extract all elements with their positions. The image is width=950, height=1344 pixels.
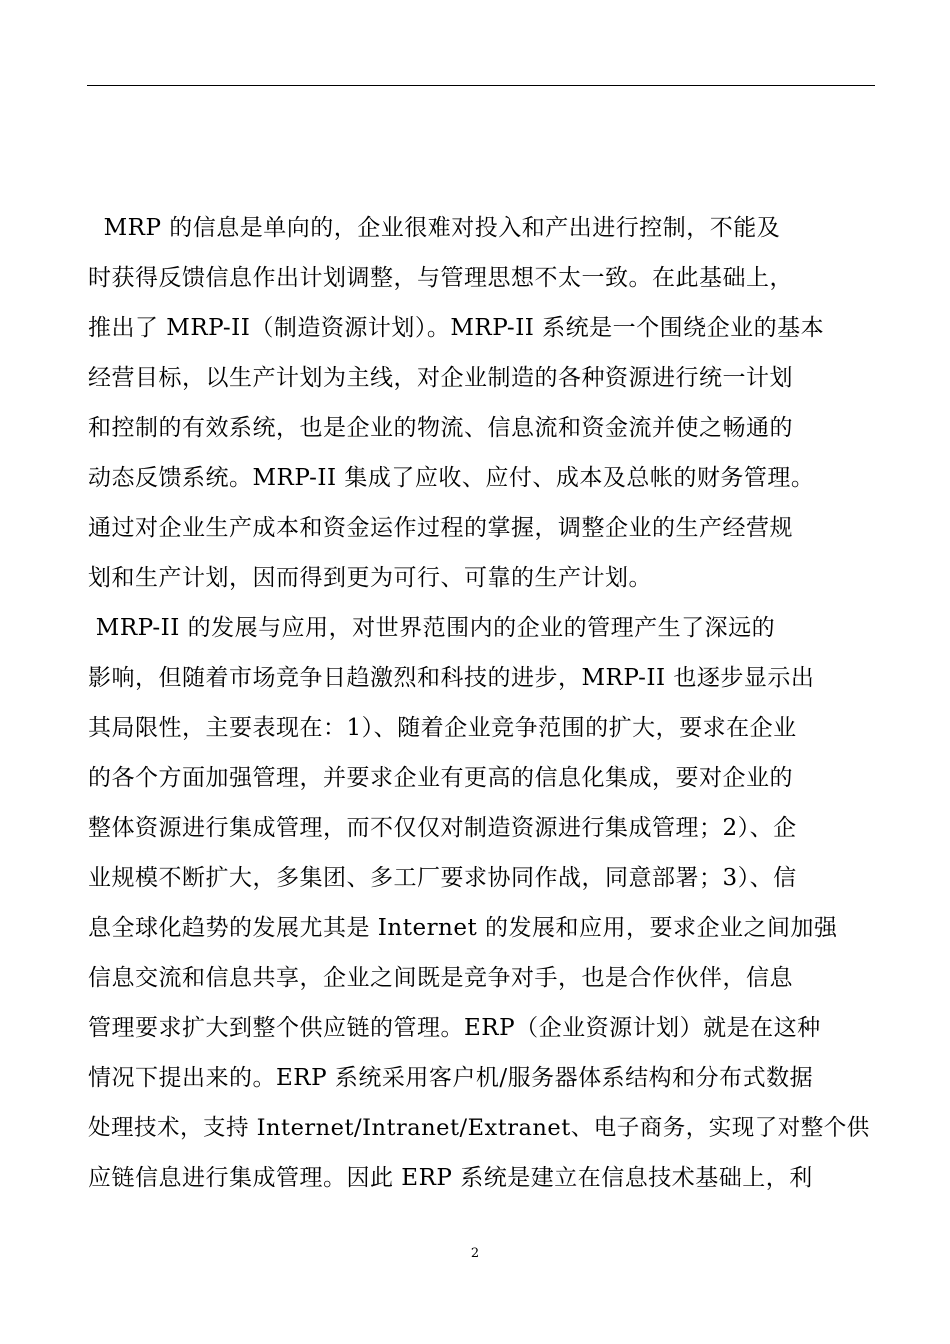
text-line: 推出了 MRP-II（制造资源计划）。MRP-II 系统是一个围绕企业的基本 <box>88 315 825 341</box>
text-line: 和控制的有效系统，也是企业的物流、信息流和资金流并使之畅通的 <box>88 415 793 441</box>
header-rule <box>87 85 875 86</box>
text-line: 经营目标，以生产计划为主线，对企业制造的各种资源进行统一计划 <box>88 365 793 391</box>
text-line: 息全球化趋势的发展尤其是 Internet 的发展和应用，要求企业之间加强 <box>88 915 838 941</box>
text-line: 信息交流和信息共享，企业之间既是竞争对手，也是合作伙伴，信息 <box>88 965 793 991</box>
page-number: 2 <box>470 1246 480 1261</box>
text-line: MRP 的信息是单向的，企业很难对投入和产出进行控制，不能及 <box>88 215 781 241</box>
text-line: 划和生产计划，因而得到更为可行、可靠的生产计划。 <box>88 565 652 591</box>
text-line: 管理要求扩大到整个供应链的管理。ERP（企业资源计划）就是在这种 <box>88 1015 821 1041</box>
text-line: 的各个方面加强管理，并要求企业有更高的信息化集成，要对企业的 <box>88 765 793 791</box>
text-line: 其局限性，主要表现在：1）、随着企业竞争范围的扩大，要求在企业 <box>88 715 797 741</box>
text-line: 时获得反馈信息作出计划调整，与管理思想不太一致。在此基础上， <box>88 265 793 291</box>
text-line: 处理技术，支持 Internet/Intranet/Extranet、电子商务，实现了对整个供 <box>88 1115 870 1141</box>
text-line: 应链信息进行集成管理。因此 ERP 系统是建立在信息技术基础上，利 <box>88 1165 813 1191</box>
text-line: 通过对企业生产成本和资金运作过程的掌握，调整企业的生产经营规 <box>88 515 793 541</box>
text-line: 影响，但随着市场竞争日趋激烈和科技的进步，MRP-II 也逐步显示出 <box>88 665 815 691</box>
text-line: 业规模不断扩大，多集团、多工厂要求协同作战，同意部署；3）、信 <box>88 865 797 891</box>
text-line: MRP-II 的发展与应用，对世界范围内的企业的管理产生了深远的 <box>88 615 776 641</box>
text-line: 情况下提出来的。ERP 系统采用客户机/服务器体系结构和分布式数据 <box>88 1065 814 1091</box>
text-line: 动态反馈系统。MRP-II 集成了应收、应付、成本及总帐的财务管理。 <box>88 465 815 491</box>
text-line: 整体资源进行集成管理，而不仅仅对制造资源进行集成管理；2）、企 <box>88 815 797 841</box>
